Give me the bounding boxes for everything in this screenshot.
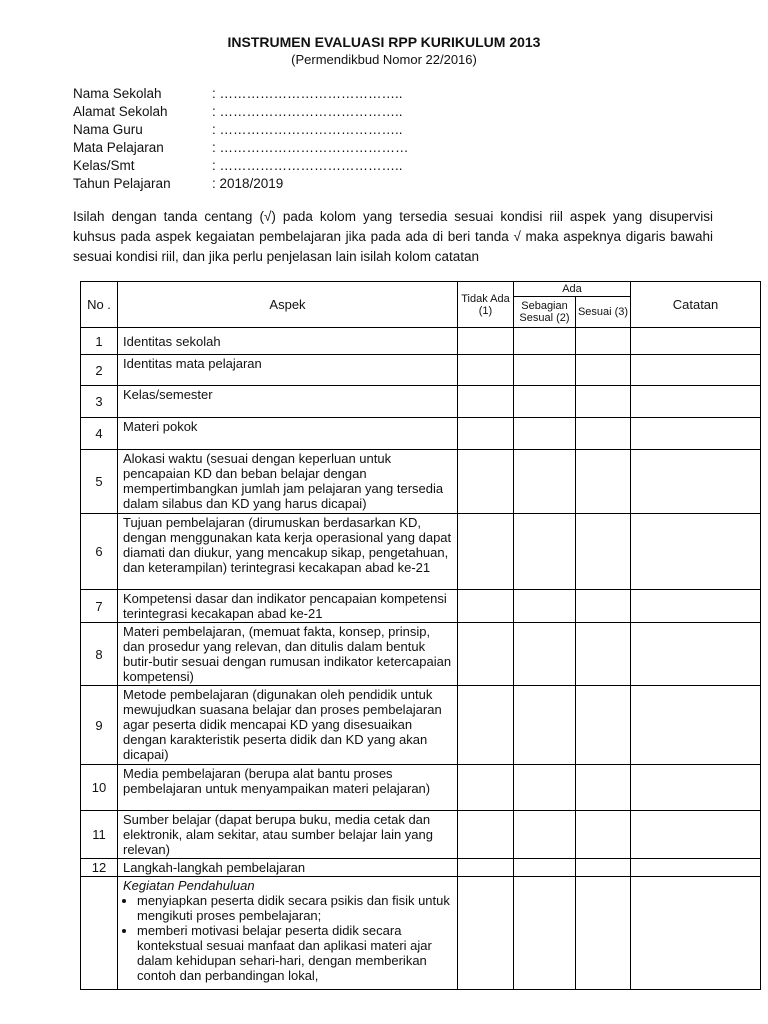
cell-tidak-ada[interactable] — [458, 386, 514, 418]
row-aspek: Sumber belajar (dapat berupa buku, media cetak dan elektronik, alam sekitar, atau sumber belajar lain yang relevan) — [118, 811, 458, 859]
cell-sebagian[interactable] — [514, 355, 576, 386]
instructions-text: Isilah dengan tanda centang (√) pada kolom yang tersedia sesuai kondisi riil aspek yang disupervisi kuhsus pada aspek kegaiatan pembelajaran jika pada ada di beri tanda √ maka aspeknya digaris bawahi sesuai kondisi riil, dan jika perlu penjelasan lain isilah kolom catatan — [73, 209, 713, 264]
instructions — [73, 207, 713, 267]
cell-sebagian[interactable] — [514, 623, 576, 686]
cell-tidak-ada[interactable] — [458, 590, 514, 623]
field-value: : ………………………………….. — [212, 122, 403, 137]
row-aspek: Kompetensi dasar dan indikator pencapaian kompetensi terintegrasi kecakapan abad ke-21 — [118, 590, 458, 623]
row-aspek: Identitas sekolah — [118, 328, 458, 355]
kegiatan-heading: Kegiatan Pendahuluan — [123, 878, 255, 893]
cell-sesuai[interactable] — [576, 623, 631, 686]
cell-catatan[interactable] — [631, 623, 761, 686]
row-aspek: Langkah-langkah pembelajaran — [118, 859, 458, 877]
row-number: 2 — [81, 355, 118, 386]
table-row — [81, 623, 761, 686]
cell-tidak-ada[interactable] — [458, 418, 514, 450]
cell-sebagian[interactable] — [514, 386, 576, 418]
row-aspek: Metode pembelajaran (digunakan oleh pendidik untuk mewujudkan suasana belajar dan proses pembelajaran agar peserta didik mencapai KD yang disesuaikan dengan karakteristik peserta didik dan KD yang akan dicapai) — [118, 686, 458, 765]
header-no: No . — [81, 282, 118, 328]
table-row — [81, 355, 761, 386]
cell-sebagian[interactable] — [514, 877, 576, 990]
field-value: : …………………………………… — [212, 140, 409, 155]
kegiatan-list — [123, 893, 453, 983]
header-sebagian: Sebagian Sesual (2) — [514, 297, 576, 328]
field-label: Mata Pelajaran — [73, 140, 164, 155]
cell-catatan[interactable] — [631, 355, 761, 386]
field-value: : ………………………………….. — [212, 86, 403, 101]
cell-sebagian[interactable] — [514, 590, 576, 623]
header-aspek: Aspek — [118, 282, 458, 328]
field-label: Alamat Sekolah — [73, 104, 168, 119]
cell-sesuai[interactable] — [576, 686, 631, 765]
row-aspek: Identitas mata pelajaran — [118, 355, 458, 386]
table-row — [81, 450, 761, 514]
cell-sesuai[interactable] — [576, 386, 631, 418]
cell-catatan[interactable] — [631, 386, 761, 418]
row-aspek: Tujuan pembelajaran (dirumuskan berdasarkan KD, dengan menggunakan kata kerja operasional yang dapat diamati dan diukur, yang mencakup sikap, pengetahuan, dan keterampilan) terintegrasi kecakapan abad ke-21 — [118, 514, 458, 590]
cell-catatan[interactable] — [631, 859, 761, 877]
row-number: 12 — [81, 859, 118, 877]
cell-catatan[interactable] — [631, 877, 761, 990]
header-sesuai: Sesuai (3) — [576, 297, 631, 328]
row-aspek: Materi pokok — [118, 418, 458, 450]
header-catatan: Catatan — [631, 282, 761, 328]
table-row — [81, 877, 761, 990]
row-aspek: Kelas/semester — [118, 386, 458, 418]
cell-tidak-ada[interactable] — [458, 811, 514, 859]
cell-catatan[interactable] — [631, 418, 761, 450]
cell-tidak-ada[interactable] — [458, 623, 514, 686]
cell-catatan[interactable] — [631, 328, 761, 355]
cell-tidak-ada[interactable] — [458, 514, 514, 590]
cell-catatan[interactable] — [631, 686, 761, 765]
cell-tidak-ada[interactable] — [458, 450, 514, 514]
table-row — [81, 386, 761, 418]
row-number: 7 — [81, 590, 118, 623]
cell-tidak-ada[interactable] — [458, 355, 514, 386]
field-value: : ………………………………….. — [212, 158, 403, 173]
cell-sebagian[interactable] — [514, 450, 576, 514]
cell-catatan[interactable] — [631, 590, 761, 623]
row-number: 5 — [81, 450, 118, 514]
cell-tidak-ada[interactable] — [458, 328, 514, 355]
cell-sesuai[interactable] — [576, 765, 631, 811]
cell-sesuai[interactable] — [576, 877, 631, 990]
cell-sesuai[interactable] — [576, 514, 631, 590]
row-number: 4 — [81, 418, 118, 450]
field-label: Nama Guru — [73, 122, 143, 137]
cell-sebagian[interactable] — [514, 514, 576, 590]
row-number: 8 — [81, 623, 118, 686]
cell-sesuai[interactable] — [576, 450, 631, 514]
cell-tidak-ada[interactable] — [458, 877, 514, 990]
row-number: 9 — [81, 686, 118, 765]
cell-sebagian[interactable] — [514, 686, 576, 765]
row-aspek: Media pembelajaran (berupa alat bantu proses pembelajaran untuk menyampaikan materi pelajaran) — [118, 765, 458, 811]
cell-sebagian[interactable] — [514, 418, 576, 450]
table-row — [81, 590, 761, 623]
header-ada: Ada — [514, 282, 631, 297]
document-title: INSTRUMEN EVALUASI RPP KURIKULUM 2013 — [227, 34, 541, 50]
row-number: 3 — [81, 386, 118, 418]
field-label: Nama Sekolah — [73, 86, 162, 101]
cell-sesuai[interactable] — [576, 328, 631, 355]
cell-sebagian[interactable] — [514, 811, 576, 859]
row-number: 10 — [81, 765, 118, 811]
field-label: Tahun Pelajaran — [73, 176, 171, 191]
field-value: : ………………………………….. — [212, 104, 403, 119]
row-number-empty — [81, 877, 118, 990]
cell-sebagian[interactable] — [514, 765, 576, 811]
table-row — [81, 328, 761, 355]
header-tidak-ada: Tidak Ada (1) — [458, 282, 514, 328]
cell-catatan[interactable] — [631, 765, 761, 811]
table-row — [81, 859, 761, 877]
cell-sesuai[interactable] — [576, 355, 631, 386]
row-number: 1 — [81, 328, 118, 355]
cell-sesuai[interactable] — [576, 590, 631, 623]
document-subtitle: (Permendikbud Nomor 22/2016) — [291, 52, 477, 67]
row-number: 6 — [81, 514, 118, 590]
table-row — [81, 811, 761, 859]
cell-tidak-ada[interactable] — [458, 686, 514, 765]
cell-sebagian[interactable] — [514, 859, 576, 877]
table-row — [81, 686, 761, 765]
row-number: 11 — [81, 811, 118, 859]
cell-tidak-ada[interactable] — [458, 859, 514, 877]
cell-catatan[interactable] — [631, 514, 761, 590]
list-item: • memberi motivasi belajar peserta didik secara kontekstual sesuai manfaat dan aplikasi materi ajar dalam kehidupan sehari-hari, dengan memberikan contoh dan perbandingan lokal, — [137, 923, 453, 983]
cell-sesuai[interactable] — [576, 418, 631, 450]
field-label: Kelas/Smt — [73, 158, 135, 173]
field-value: : 2018/2019 — [212, 176, 284, 191]
cell-sesuai[interactable] — [576, 811, 631, 859]
list-item: • menyiapkan peserta didik secara psikis dan fisik untuk mengikuti proses pembelajaran; — [137, 893, 453, 923]
cell-sebagian[interactable] — [514, 328, 576, 355]
cell-catatan[interactable] — [631, 450, 761, 514]
evaluation-table — [80, 281, 761, 990]
row-aspek: Alokasi waktu (sesuai dengan keperluan untuk pencapaian KD dan beban belajar dengan mempertimbangkan jumlah jam pelajaran yang tersedia dalam silabus dan KD yang harus dicapai) — [118, 450, 458, 514]
row-aspek: Materi pembelajaran, (memuat fakta, konsep, prinsip, dan prosedur yang relevan, dan ditulis dalam bentuk butir-butir sesuai dengan rumusan indikator ketercapaian kompetensi) — [118, 623, 458, 686]
cell-tidak-ada[interactable] — [458, 765, 514, 811]
cell-catatan[interactable] — [631, 811, 761, 859]
table-row — [81, 418, 761, 450]
table-row — [81, 514, 761, 590]
cell-sesuai[interactable] — [576, 859, 631, 877]
table-row — [81, 765, 761, 811]
row-aspek-kegiatan — [118, 877, 458, 990]
